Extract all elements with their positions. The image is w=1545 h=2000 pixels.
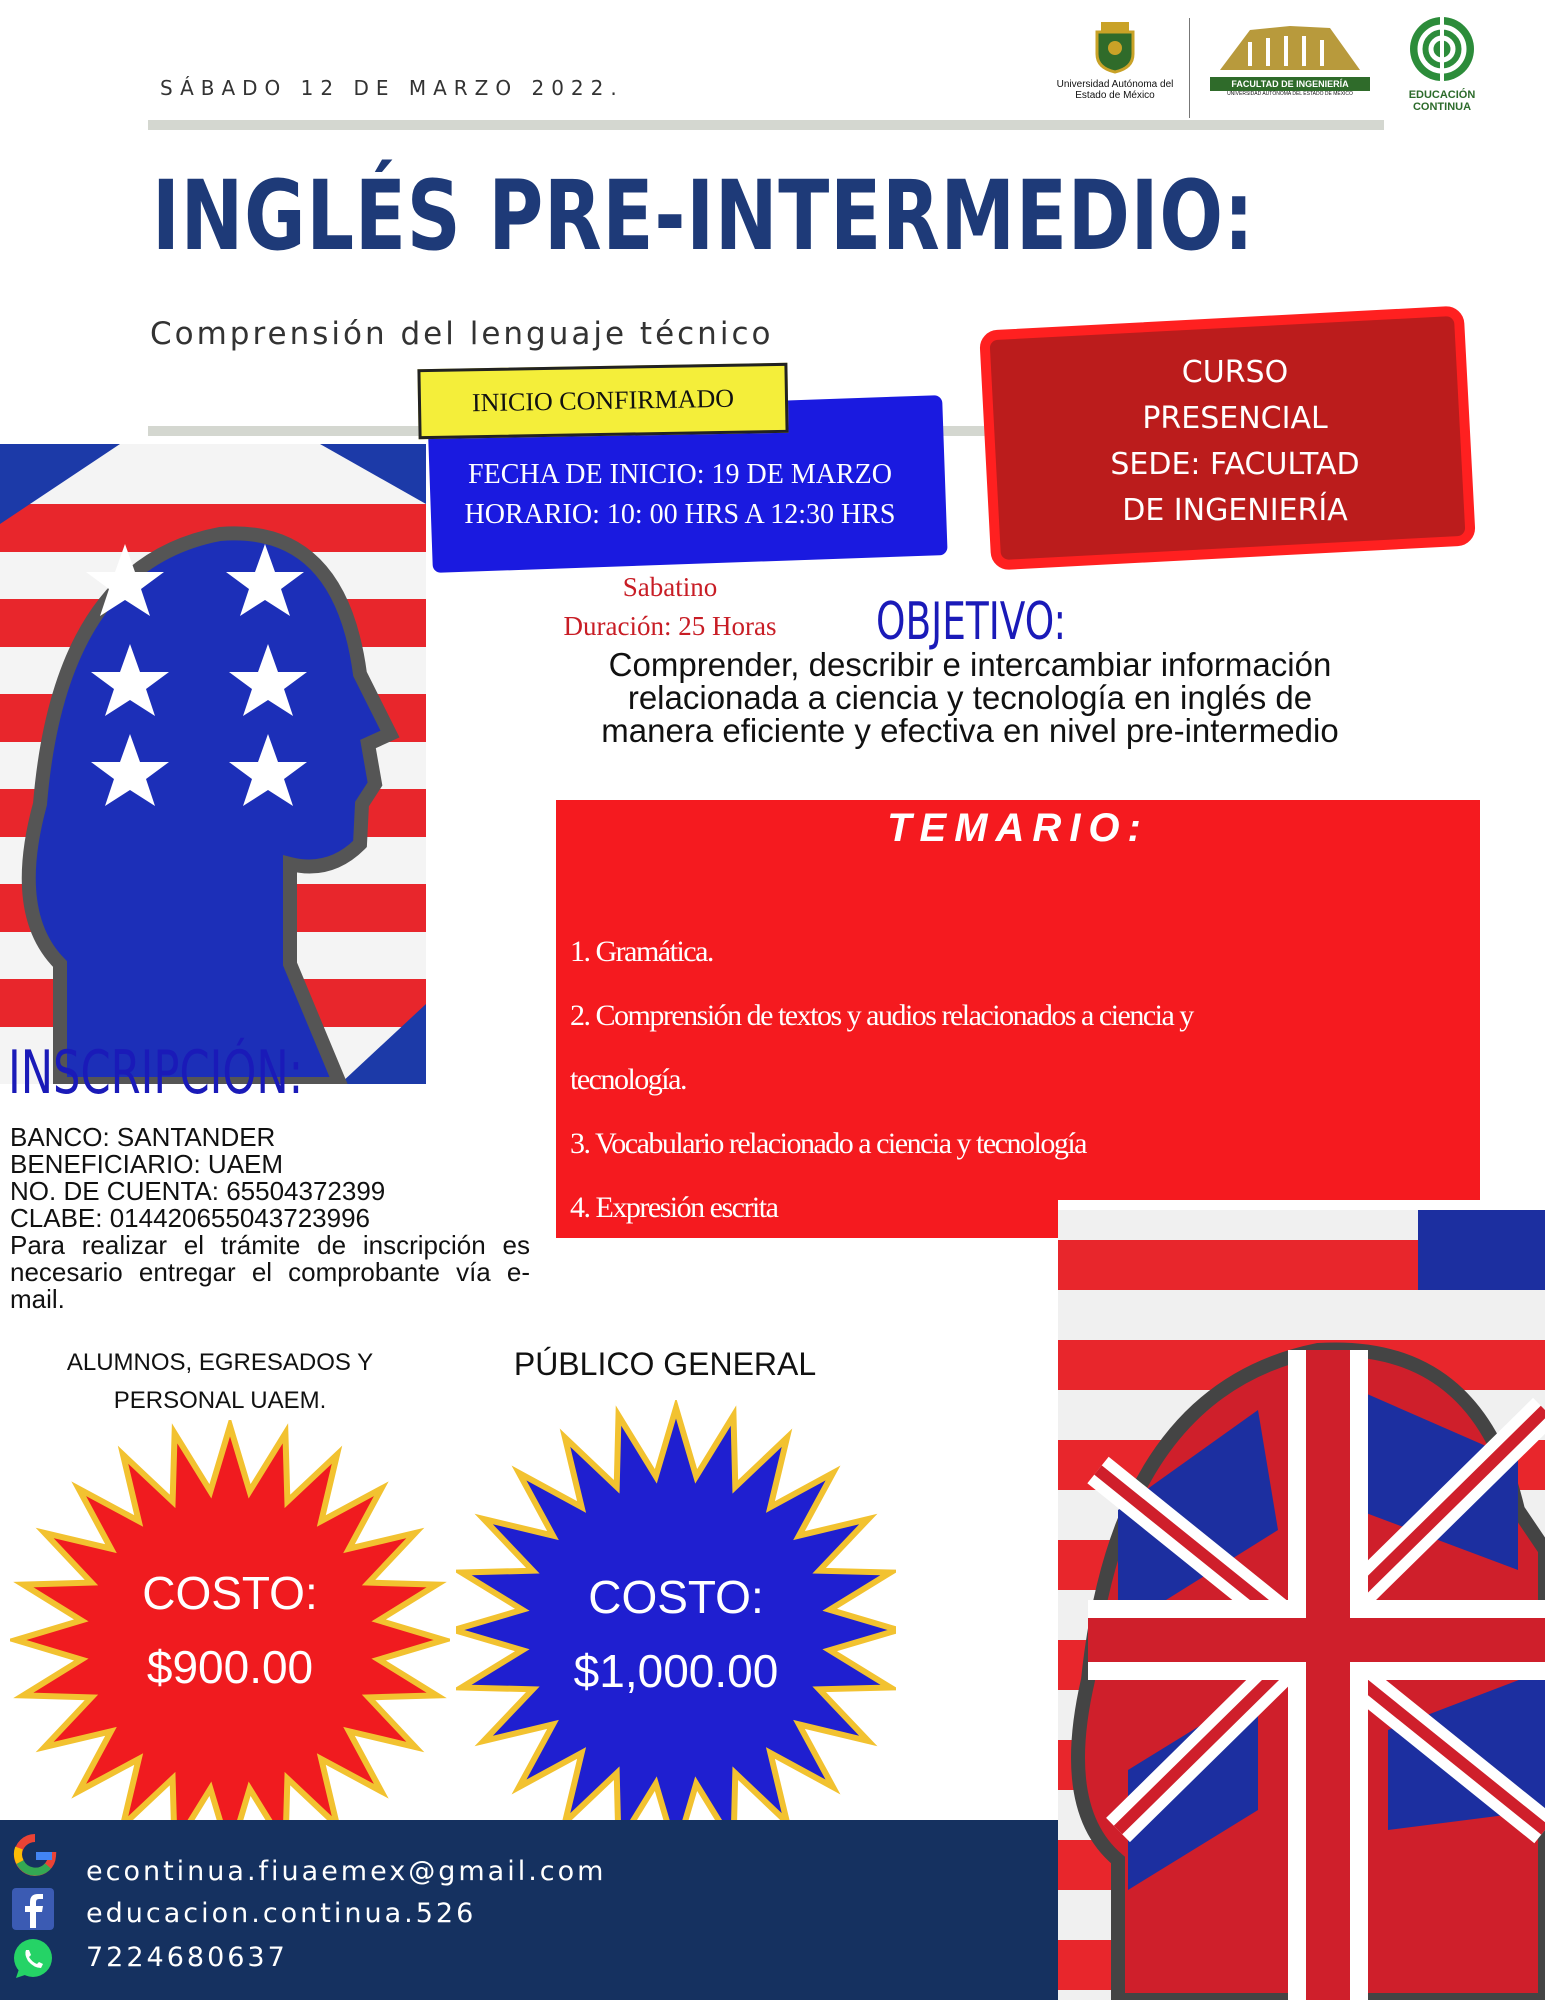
event-date: SÁBADO 12 DE MARZO 2022. [160, 76, 624, 100]
whatsapp-icon [10, 1936, 56, 1982]
uaem-shield-icon [1055, 18, 1175, 74]
syllabus-item: 2. Comprensión de textos y audios relacionados a ciencia y [570, 999, 1193, 1032]
syllabus-item: 3. Vocabulario relacionado a ciencia y tecnología [570, 1127, 1086, 1160]
page-title: INGLÉS PRE-INTERMEDIO: [152, 160, 1255, 272]
syllabus-item: 1. Gramática. [570, 935, 713, 968]
objective-title: OBJETIVO: [876, 592, 1067, 652]
uaem-logo-text: Universidad Autónoma del Estado de México [1056, 79, 1174, 101]
registration-bank: BANCO: SANTANDER [10, 1122, 276, 1152]
syllabus-item: 4. Expresión escrita [570, 1191, 778, 1224]
price-category-uaem: ALUMNOS, EGRESADOS Y PERSONAL UAEM. [66, 1349, 374, 1414]
logo-divider [1189, 18, 1190, 118]
facultad-banner: FACULTAD DE INGENIERÍA [1210, 77, 1370, 91]
schedule-info [520, 568, 820, 646]
confirmed-ribbon: INICIO CONFIRMADO [417, 363, 788, 439]
modality-text [1010, 350, 1460, 534]
modality-line-2: PRESENCIAL [1142, 401, 1328, 436]
price-general-text [456, 1560, 896, 1708]
contact-email[interactable]: econtinua.fiuaemex@gmail.com [86, 1856, 607, 1887]
uk-flag-head-image [1058, 1210, 1545, 2000]
usa-flag-head-image [0, 444, 426, 1084]
educacion-continua-icon [1382, 14, 1502, 84]
contact-facebook[interactable]: educacion.continua.526 [86, 1898, 477, 1929]
price-burst-general [456, 1400, 896, 1860]
registration-title: INSCRIPCIÓN: [8, 1038, 304, 1108]
price-burst-uaem [10, 1420, 450, 1860]
page-subtitle: Comprensión del lenguaje técnico [150, 316, 774, 352]
contact-phone[interactable]: 7224680637 [86, 1942, 288, 1973]
educacion-continua-logo [1382, 14, 1502, 113]
facultad-logo [1210, 20, 1370, 100]
facultad-sub: UNIVERSIDAD AUTÓNOMA DEL ESTADO DE MÉXICO [1227, 91, 1353, 97]
price-uaem-label: COSTO: [142, 1567, 318, 1619]
modality-line-4: DE INGENIERÍA [1122, 493, 1348, 528]
facultad-ingenieria-icon [1210, 20, 1370, 72]
price-general-label: COSTO: [588, 1571, 764, 1623]
price-uaem-value: $900.00 [146, 1641, 314, 1693]
google-icon [12, 1832, 58, 1878]
start-date: FECHA DE INICIO: 19 DE MARZO [468, 459, 892, 490]
uaem-logo [1055, 18, 1175, 108]
registration-account: NO. DE CUENTA: 65504372399 [10, 1176, 386, 1206]
price-general-value: $1,000.00 [573, 1645, 779, 1697]
syllabus-list [570, 920, 1450, 1240]
start-info-text [440, 455, 920, 535]
registration-info [10, 1124, 530, 1313]
modality-line-3: SEDE: FACULTAD [1110, 447, 1360, 482]
objective-text [520, 648, 1420, 747]
objective-line: Comprender, describir e intercambiar información [608, 646, 1332, 683]
modality-line-1: CURSO [1181, 355, 1289, 390]
registration-clabe: CLABE: 014420655043723996 [10, 1203, 370, 1233]
facebook-icon [12, 1888, 54, 1930]
schedule-duration: Duración: 25 Horas [563, 611, 777, 641]
syllabus-title: TEMARIO: [887, 806, 1149, 850]
start-schedule: HORARIO: 10: 00 HRS A 12:30 HRS [464, 499, 896, 530]
registration-note: Para realizar el trámite de inscripción es necesario entregar el comprobante vía e-mail. [10, 1230, 530, 1314]
objective-line: relacionada a ciencia y tecnología en inglés de [627, 679, 1313, 716]
price-uaem-text [10, 1556, 450, 1704]
price-category-general: PÚBLICO GENERAL [513, 1346, 817, 1382]
educacion-continua-text: EDUCACIÓN CONTINUA [1408, 89, 1476, 113]
syllabus-item: tecnología. [570, 1063, 686, 1096]
schedule-day: Sabatino [622, 572, 718, 602]
registration-beneficiary: BENEFICIARIO: UAEM [10, 1149, 284, 1179]
objective-line: manera eficiente y efectiva en nivel pre-intermedio [601, 712, 1339, 749]
top-rule [148, 120, 1384, 130]
